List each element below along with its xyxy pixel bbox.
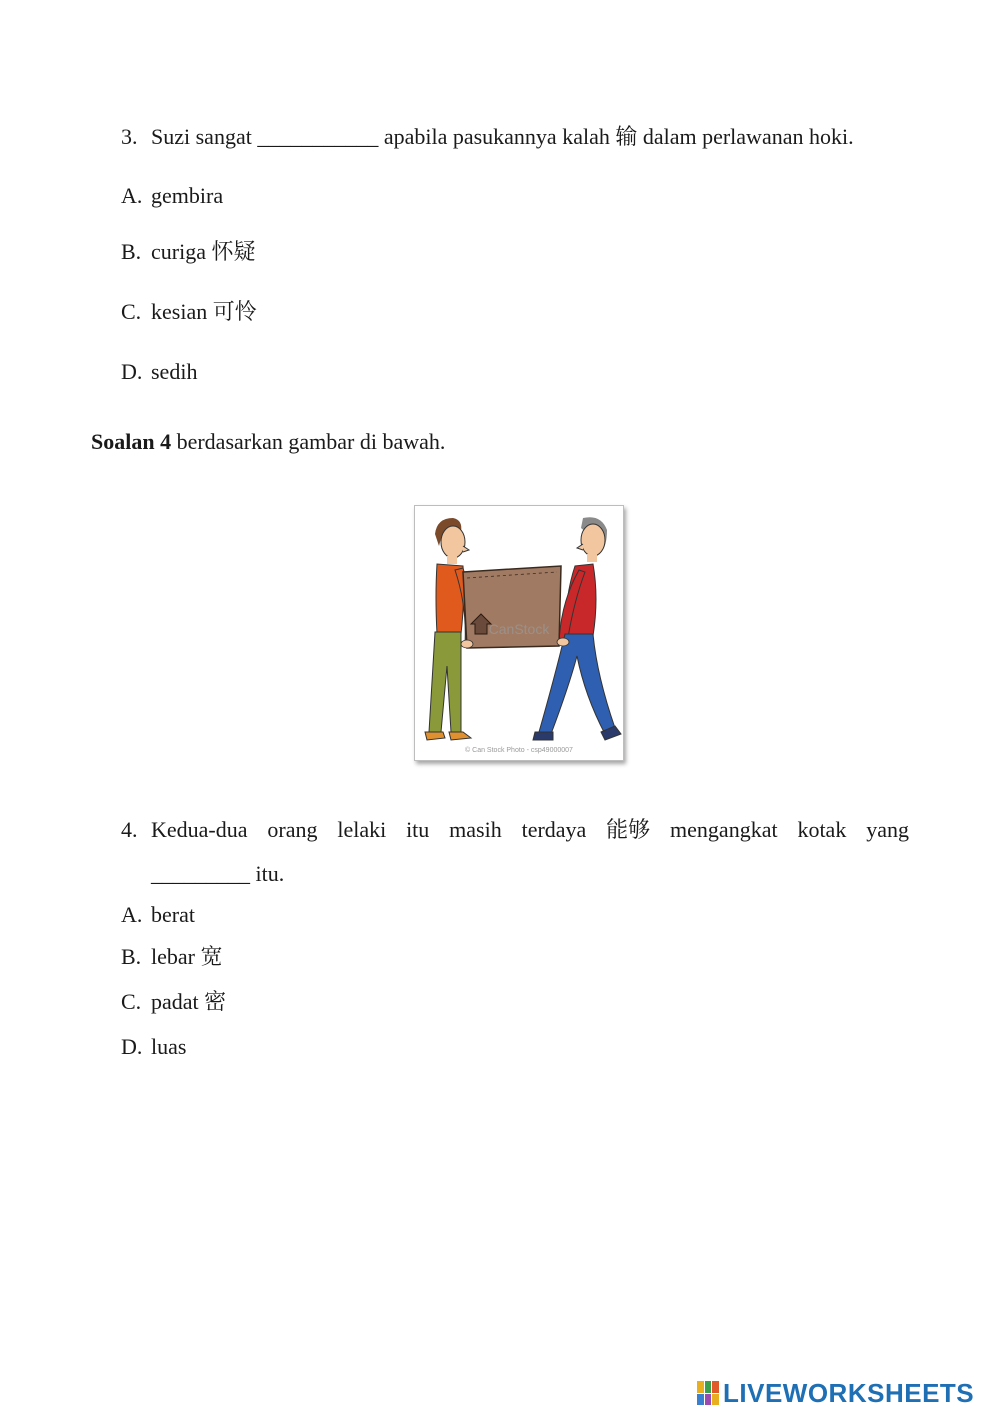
q4-option-b-letter: B. — [121, 944, 142, 969]
q3-option-c-letter: C. — [121, 299, 142, 324]
q4-option-c-letter: C. — [121, 989, 142, 1014]
logo-mark-icon — [697, 1381, 719, 1405]
q4-option-d-letter: D. — [121, 1034, 143, 1059]
q4-word: masih — [449, 817, 502, 842]
q3-option-a: gembira — [151, 183, 224, 208]
q4-word: itu — [406, 817, 430, 842]
question-3-number: 3. — [121, 124, 138, 149]
q4-word: Kedua-dua — [151, 817, 248, 842]
q3-option-d: sedih — [151, 359, 198, 384]
q4-option-a: berat — [151, 902, 195, 927]
section-heading-bold: Soalan 4 — [91, 429, 172, 454]
q4-word: lelaki — [337, 817, 387, 842]
question-3-text: Suzi sangat ___________ apabila pasukannya kalah 输 dalam perlawanan hoki. — [151, 124, 854, 149]
q4-word: orang — [267, 817, 318, 842]
question-4-text-line-2: _________ itu. — [151, 861, 285, 886]
watermark-text: CanStock — [488, 621, 550, 637]
section-heading-rest: berdasarkan gambar di bawah. — [171, 429, 446, 454]
q3-option-b: curiga 怀疑 — [151, 239, 256, 264]
q4-word: yang — [866, 817, 909, 842]
question-4-number: 4. — [121, 817, 138, 842]
q3-option-c: kesian 可怜 — [151, 299, 257, 324]
q4-word: kotak — [797, 817, 847, 842]
q4-option-b: lebar 宽 — [151, 944, 223, 969]
q3-option-d-letter: D. — [121, 359, 143, 384]
q4-option-c: padat 密 — [151, 989, 227, 1014]
q4-word: terdaya — [521, 817, 587, 842]
q3-option-b-letter: B. — [121, 239, 142, 264]
q4-word: mengangkat — [670, 817, 778, 842]
q3-option-a-letter: A. — [121, 183, 143, 208]
question-4-text-line-1 — [151, 816, 909, 844]
q4-word-chinese: 能够 — [606, 817, 651, 842]
section-heading — [91, 428, 445, 456]
q4-option-d: luas — [151, 1034, 187, 1059]
logo-text: LIVEWORKSHEETS — [723, 1377, 975, 1408]
q4-option-a-letter: A. — [121, 902, 143, 927]
liveworksheets-logo — [697, 1378, 974, 1408]
image-caption: © Can Stock Photo - csp49000007 — [465, 747, 573, 754]
men-carrying-box-image — [414, 505, 624, 761]
